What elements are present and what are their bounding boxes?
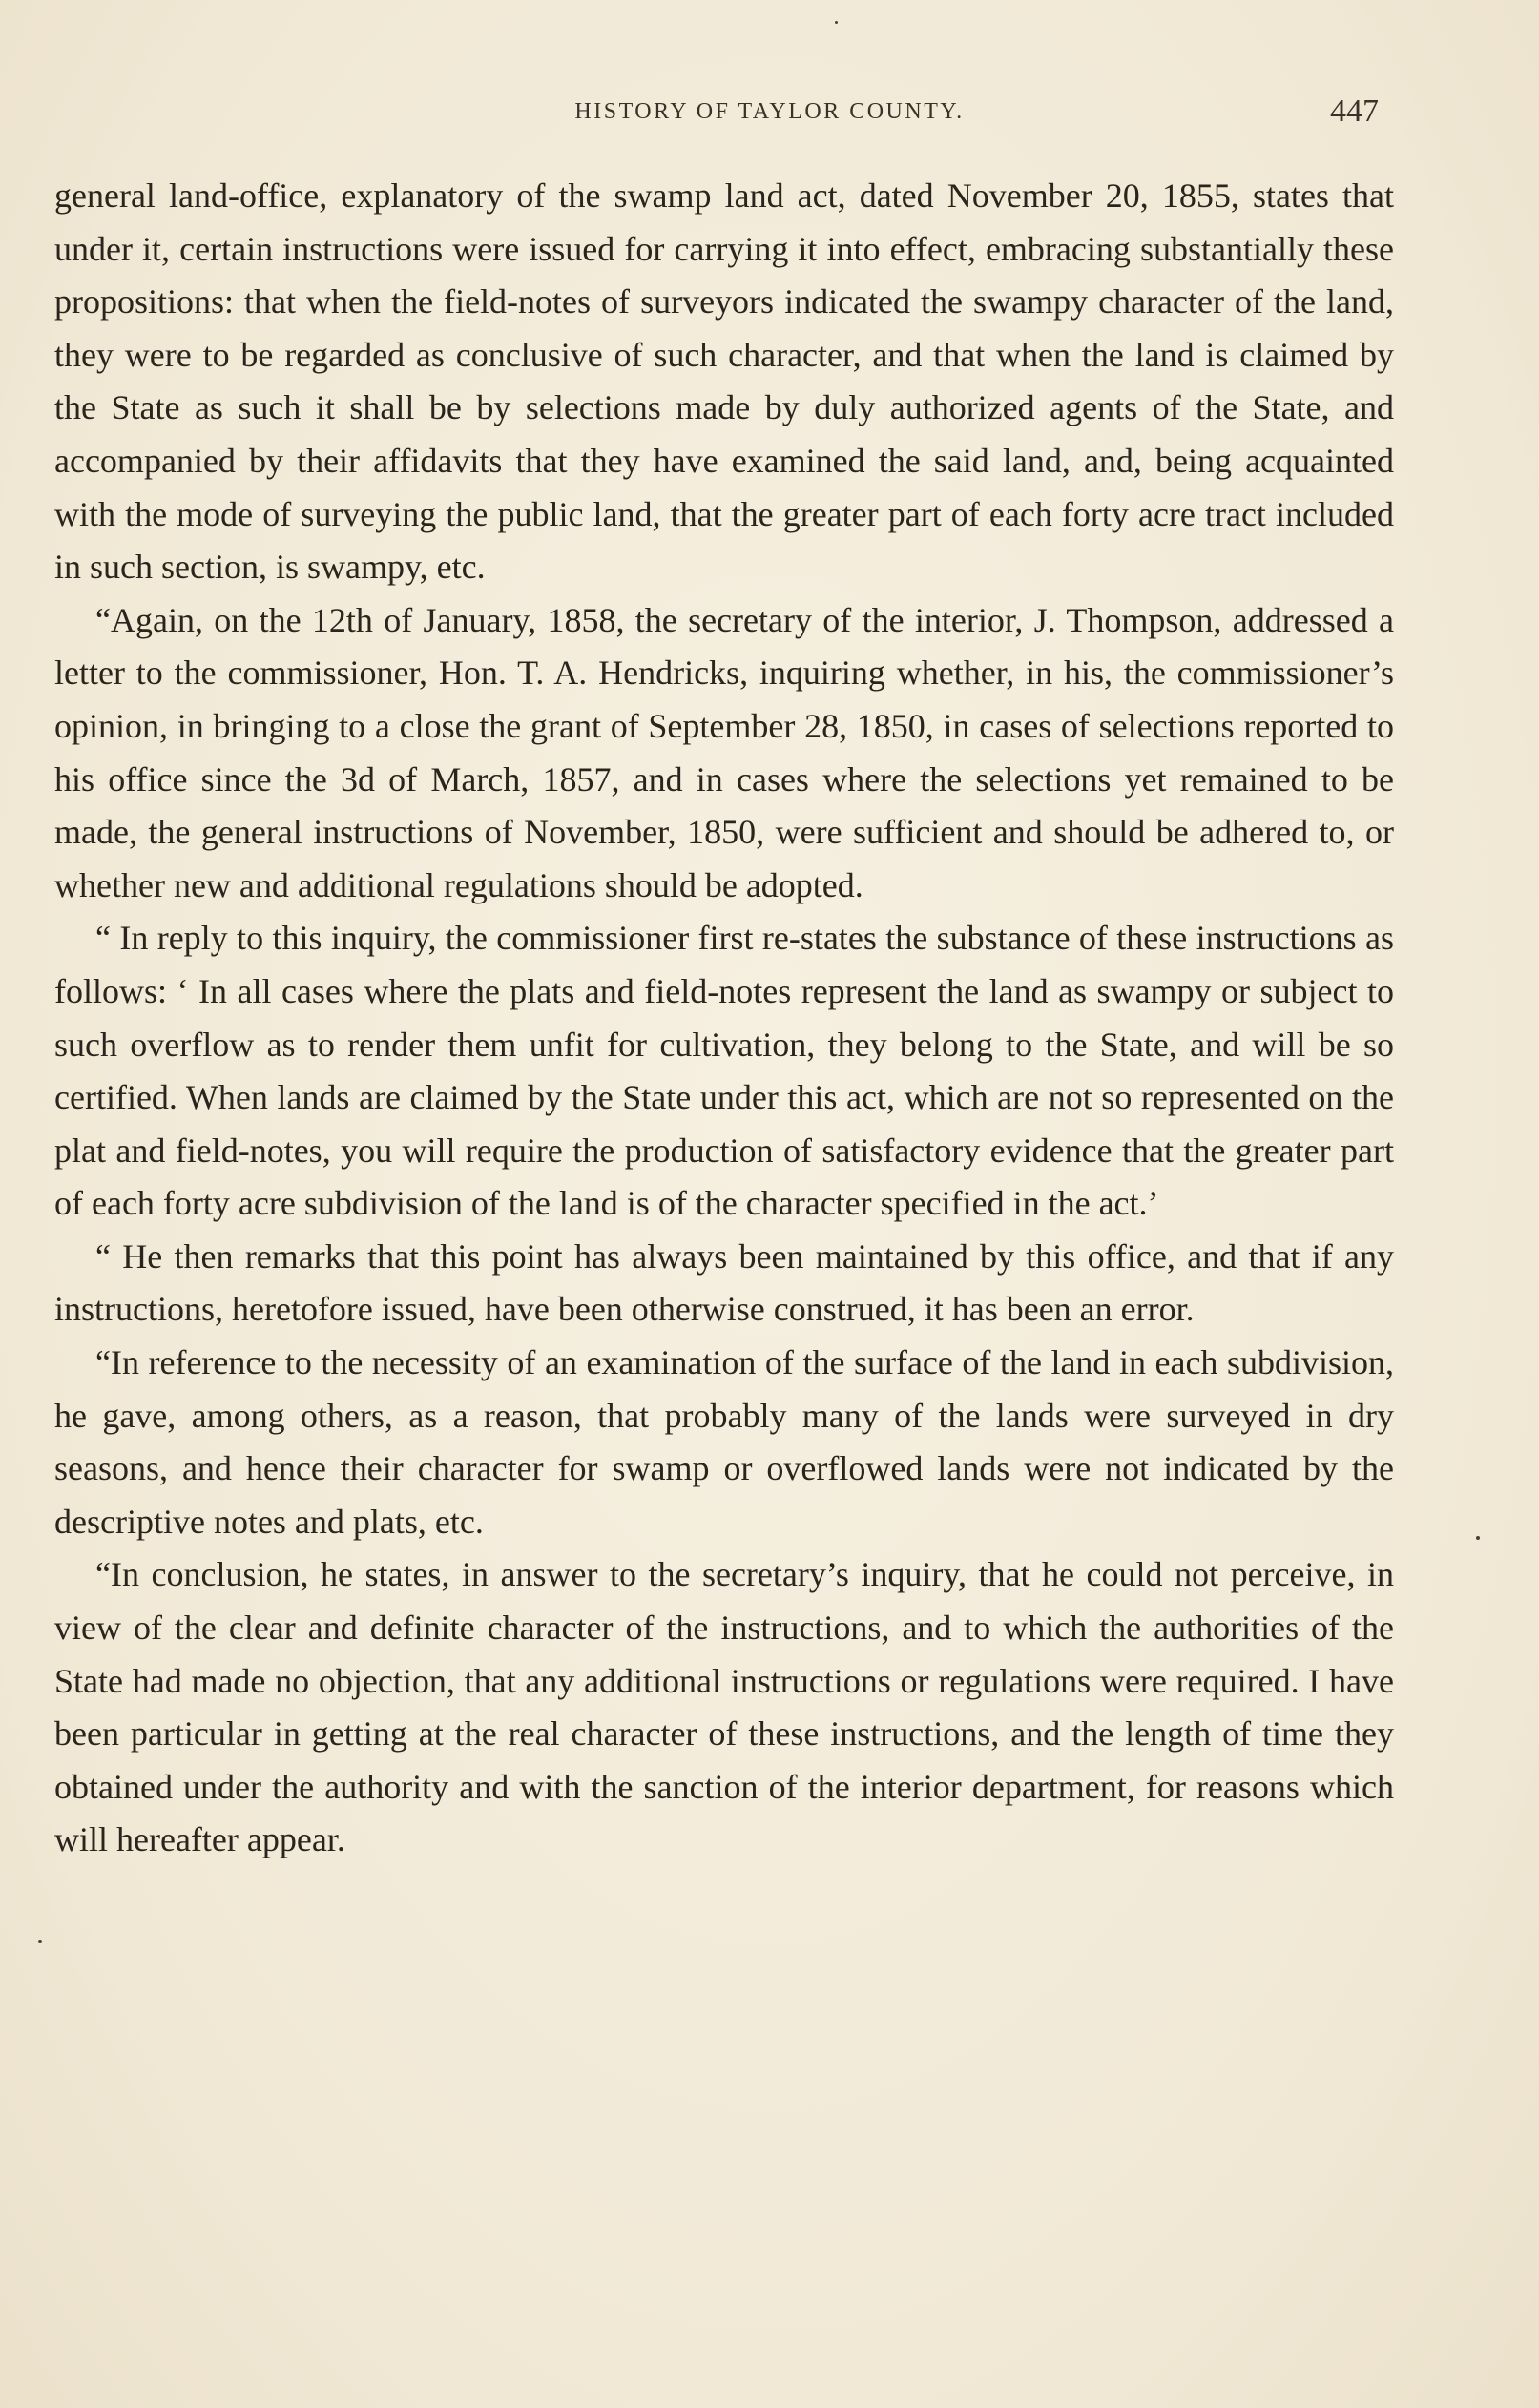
- paragraph: “In reference to the necessity of an examination of the surface of the land in each subdivision, he gave, among others, as a reason, that probably many of the lands were surveyed in dry seasons, and hence their character for swamp or overflowed lands were not indicated by the descriptive notes and plats, etc.: [54, 1343, 1394, 1541]
- running-head: [0, 95, 1539, 134]
- running-title: HISTORY OF TAYLOR COUNTY.: [574, 99, 965, 124]
- body-text: [54, 170, 1394, 1867]
- paragraph: general land-office, explanatory of the swamp land act, dated November 20, 1855, states that under it, certain instructions were issued for carrying it into effect, embracing substantially these propositions: that when the field-notes of surveyors indicated the swampy character of the land, they were to be regarded as conclusive of such character, and that when the land is claimed by the State as such it shall be by selections made by duly authorized agents of the State, and accompanied by their affidavits that they have examined the said land, and, being acquainted with the mode of surveying the public land, that the greater part of each forty acre tract included in such section, is swampy, etc.: [54, 176, 1394, 587]
- paragraph: “ In reply to this inquiry, the commissioner first re-states the substance of these instructions as follows: ‘ In all cases where the plats and field-notes represent the land as swampy or subject to such overflow as to render them unfit for cultivation, they belong to the State, and will be so certified. When lands are claimed by the State under this act, which are not so represented on the plat and field-notes, you will require the production of satisfactory evidence that the greater part of each forty acre subdivision of the land is of the character specified in the act.’: [54, 919, 1394, 1223]
- paragraph: “Again, on the 12th of January, 1858, the secretary of the interior, J. Thompson, addressed a letter to the commissioner, Hon. T. A. Hendricks, inquiring whether, in his, the commissioner’s opinion, in bringing to a close the grant of September 28, 1850, in cases of selections reported to his office since the 3d of March, 1857, and in cases where the selections yet remained to be made, the general instructions of November, 1850, were sufficient and should be adhered to, or whether new and additional regulations should be adopted.: [54, 600, 1394, 904]
- page-number: 447: [1330, 93, 1379, 129]
- paper-speck: [1476, 1536, 1480, 1540]
- paragraph: “In conclusion, he states, in answer to the secretary’s inquiry, that he could not perceive, in view of the clear and definite character of the instructions, and to which the authorities of the State had made no objection, that any additional instructions or regulations were required. I have been particular in getting at the real character of these instructions, and the length of time they obtained under the authority and with the sanction of the interior department, for reasons which will hereafter appear.: [54, 1555, 1394, 1859]
- paper-speck: [38, 1940, 42, 1943]
- paper-speck: [835, 21, 838, 24]
- paragraph: “ He then remarks that this point has always been maintained by this office, and that if any instructions, heretofore issued, have been otherwise construed, it has been an error.: [54, 1236, 1394, 1329]
